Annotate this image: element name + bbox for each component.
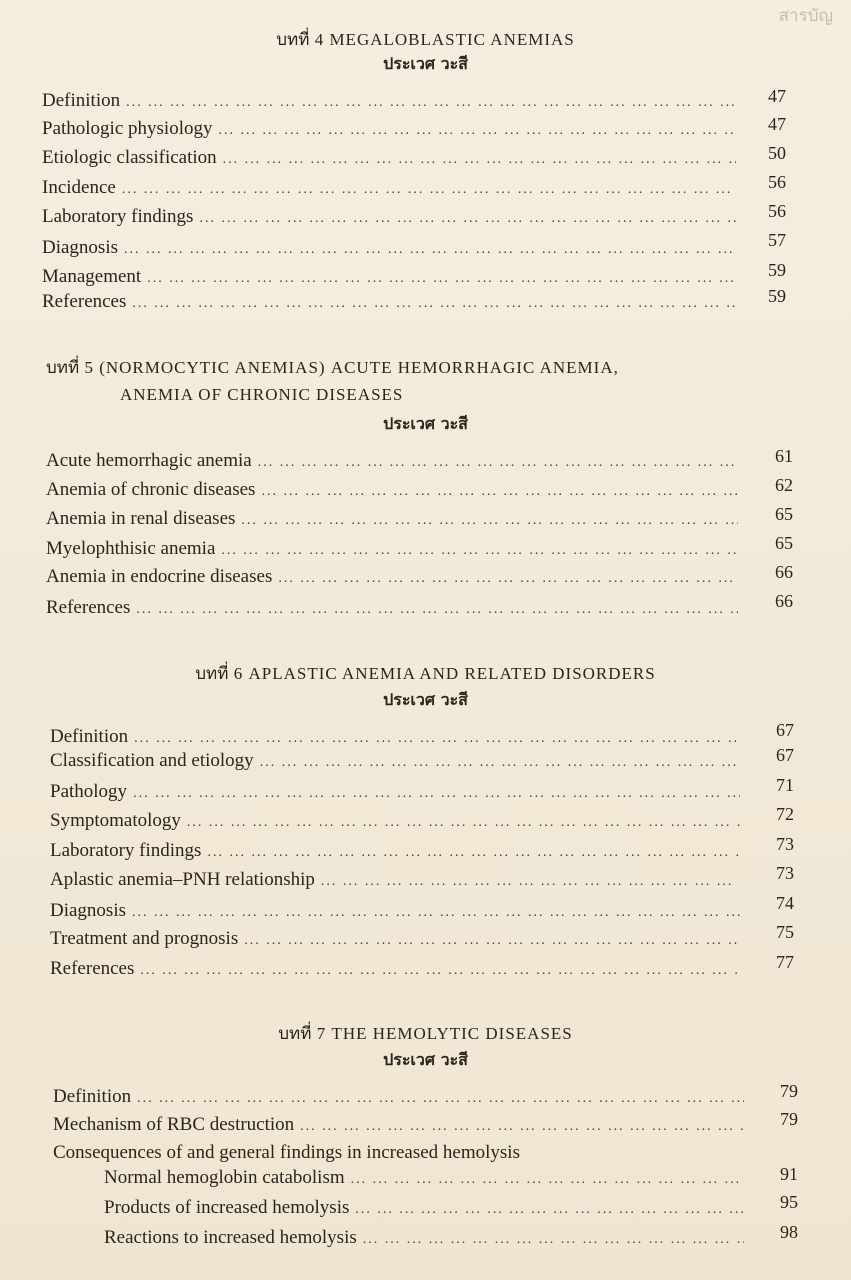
leader-dots bbox=[278, 571, 738, 587]
toc-entry[interactable]: Definition ... . bbox=[50, 726, 746, 750]
toc-page-number: 47 bbox=[768, 114, 786, 134]
toc-entry[interactable]: Classification and etiology ... . bbox=[50, 750, 746, 774]
toc-entry[interactable]: Normal hemoglobin catabolism ... . bbox=[104, 1167, 750, 1191]
leader-dots bbox=[300, 1119, 744, 1135]
chapter-4-title: 4 MEGALOBLASTIC ANEMIAS bbox=[314, 30, 575, 49]
chapter-4-heading bbox=[0, 26, 851, 53]
leader-dots bbox=[223, 152, 736, 168]
toc-page-number: 56 bbox=[768, 201, 786, 221]
toc-entry[interactable]: Etiologic classification ... . bbox=[42, 147, 742, 171]
leader-dots bbox=[122, 182, 736, 198]
toc-page-number: 65 bbox=[775, 504, 793, 524]
toc-entry[interactable]: Definition ... . bbox=[53, 1086, 750, 1110]
toc-entry[interactable]: Myelophthisic anemia ... . bbox=[46, 538, 744, 562]
toc-entry[interactable]: Pathology ... . bbox=[50, 781, 746, 805]
leader-dots bbox=[221, 543, 738, 559]
toc-page-number: 95 bbox=[780, 1192, 798, 1212]
toc-page-number: 74 bbox=[776, 893, 794, 913]
chapter-6-title: 6 APLASTIC ANEMIA AND RELATED DISORDERS bbox=[233, 664, 656, 683]
leader-dots bbox=[363, 1232, 744, 1248]
toc-subheading[interactable]: Consequences of and general findings in increased hemolysis bbox=[53, 1142, 520, 1163]
leader-dots bbox=[241, 513, 738, 529]
leader-dots bbox=[134, 731, 740, 747]
toc-entry[interactable]: Anemia in endocrine diseases ... . bbox=[46, 566, 744, 590]
toc-page-number: 59 bbox=[768, 260, 786, 280]
chapter-6-heading bbox=[0, 660, 851, 687]
leader-dots bbox=[260, 755, 740, 771]
leader-dots bbox=[244, 933, 740, 949]
leader-dots bbox=[132, 905, 740, 921]
toc-entry[interactable]: Mechanism of RBC destruction ... . bbox=[53, 1114, 750, 1138]
toc-entry[interactable]: Anemia of chronic diseases ... . bbox=[46, 479, 744, 503]
leader-dots bbox=[137, 1091, 744, 1107]
toc-page-number: 50 bbox=[768, 143, 786, 163]
toc-page-number: 66 bbox=[775, 562, 793, 582]
toc-page-number: 47 bbox=[768, 86, 786, 106]
toc-entry[interactable]: Acute hemorrhagic anemia ... . bbox=[46, 450, 744, 474]
toc-page-number: 67 bbox=[776, 720, 794, 740]
chapter-4-author: ประเวศ วะสี bbox=[383, 54, 468, 73]
chapter-6-author: ประเวศ วะสี bbox=[383, 690, 468, 709]
chapter-7-author: ประเวศ วะสี bbox=[383, 1050, 468, 1069]
leader-dots bbox=[351, 1172, 744, 1188]
toc-entry[interactable]: References ... . bbox=[46, 597, 744, 621]
leader-dots bbox=[132, 296, 736, 312]
toc-entry[interactable]: Incidence ... . bbox=[42, 177, 742, 201]
toc-entry[interactable]: References ... . bbox=[42, 291, 742, 315]
chapter-6-prefix: บทที่ bbox=[195, 664, 229, 684]
chapter-5-heading bbox=[46, 354, 619, 381]
toc-page-number: 56 bbox=[768, 172, 786, 192]
chapter-5-author: ประเวศ วะสี bbox=[383, 414, 468, 433]
toc-page-number: 61 bbox=[775, 446, 793, 466]
toc-entry[interactable]: Treatment and prognosis ... . bbox=[50, 928, 746, 952]
toc-page-number: 72 bbox=[776, 804, 794, 824]
toc-entry[interactable]: Laboratory findings ... . bbox=[50, 840, 746, 864]
chapter-4-prefix: บทที่ bbox=[276, 30, 310, 50]
leader-dots bbox=[321, 874, 740, 890]
toc-page-number: 59 bbox=[768, 286, 786, 306]
leader-dots bbox=[207, 845, 740, 861]
toc-page-number: 65 bbox=[775, 533, 793, 553]
leader-dots bbox=[218, 123, 736, 139]
chapter-5-title: 5 (NORMOCYTIC ANEMIAS) ACUTE HEMORRHAGIC ANEMIA, bbox=[84, 358, 619, 377]
page-corner-heading: สารบัญ bbox=[778, 6, 833, 26]
leader-dots bbox=[187, 815, 740, 831]
leader-dots bbox=[199, 211, 736, 227]
toc-entry[interactable]: References ... . bbox=[50, 958, 746, 982]
toc-page-number: 79 bbox=[780, 1109, 798, 1129]
chapter-7-heading bbox=[0, 1020, 851, 1047]
chapter-5-title-line2: ANEMIA OF CHRONIC DISEASES bbox=[120, 385, 404, 404]
toc-page-number: 66 bbox=[775, 591, 793, 611]
toc-entry[interactable]: Diagnosis ... . bbox=[50, 900, 746, 924]
toc-page-number: 67 bbox=[776, 745, 794, 765]
toc-entry[interactable]: Products of increased hemolysis ... . bbox=[104, 1197, 750, 1221]
toc-entry[interactable]: Definition ... . bbox=[42, 90, 742, 114]
leader-dots bbox=[355, 1202, 744, 1218]
toc-entry[interactable]: Laboratory findings ... . bbox=[42, 206, 742, 230]
leader-dots bbox=[136, 602, 738, 618]
leader-dots bbox=[140, 963, 740, 979]
toc-page-number: 62 bbox=[775, 475, 793, 495]
toc-page-number: 71 bbox=[776, 775, 794, 795]
toc-page-number: 98 bbox=[780, 1222, 798, 1242]
toc-entry[interactable]: Management ... . bbox=[42, 266, 742, 290]
chapter-5-prefix: บทที่ bbox=[46, 358, 80, 378]
toc-entry[interactable]: Diagnosis ... . bbox=[42, 237, 742, 261]
toc-page-number: 57 bbox=[768, 230, 786, 250]
toc-page-number: 73 bbox=[776, 863, 794, 883]
leader-dots bbox=[124, 242, 736, 258]
toc-page-number: 75 bbox=[776, 922, 794, 942]
toc-entry[interactable]: Pathologic physiology ... . bbox=[42, 118, 742, 142]
toc-page-number: 77 bbox=[776, 952, 794, 972]
leader-dots bbox=[261, 484, 738, 500]
toc-page-number: 79 bbox=[780, 1081, 798, 1101]
toc-page-number: 91 bbox=[780, 1164, 798, 1184]
toc-entry[interactable]: Aplastic anemia–PNH relationship ... . bbox=[50, 869, 746, 893]
toc-entry[interactable]: Symptomatology ... . bbox=[50, 810, 746, 834]
toc-page-number: 73 bbox=[776, 834, 794, 854]
chapter-7-title: 7 THE HEMOLYTIC DISEASES bbox=[316, 1024, 573, 1043]
toc-entry[interactable]: Anemia in renal diseases ... . bbox=[46, 508, 744, 532]
leader-dots bbox=[147, 271, 736, 287]
toc-entry[interactable]: Reactions to increased hemolysis ... . bbox=[104, 1227, 750, 1251]
leader-dots bbox=[126, 95, 736, 111]
chapter-7-prefix: บทที่ bbox=[278, 1024, 312, 1044]
leader-dots bbox=[133, 786, 740, 802]
leader-dots bbox=[258, 455, 738, 471]
